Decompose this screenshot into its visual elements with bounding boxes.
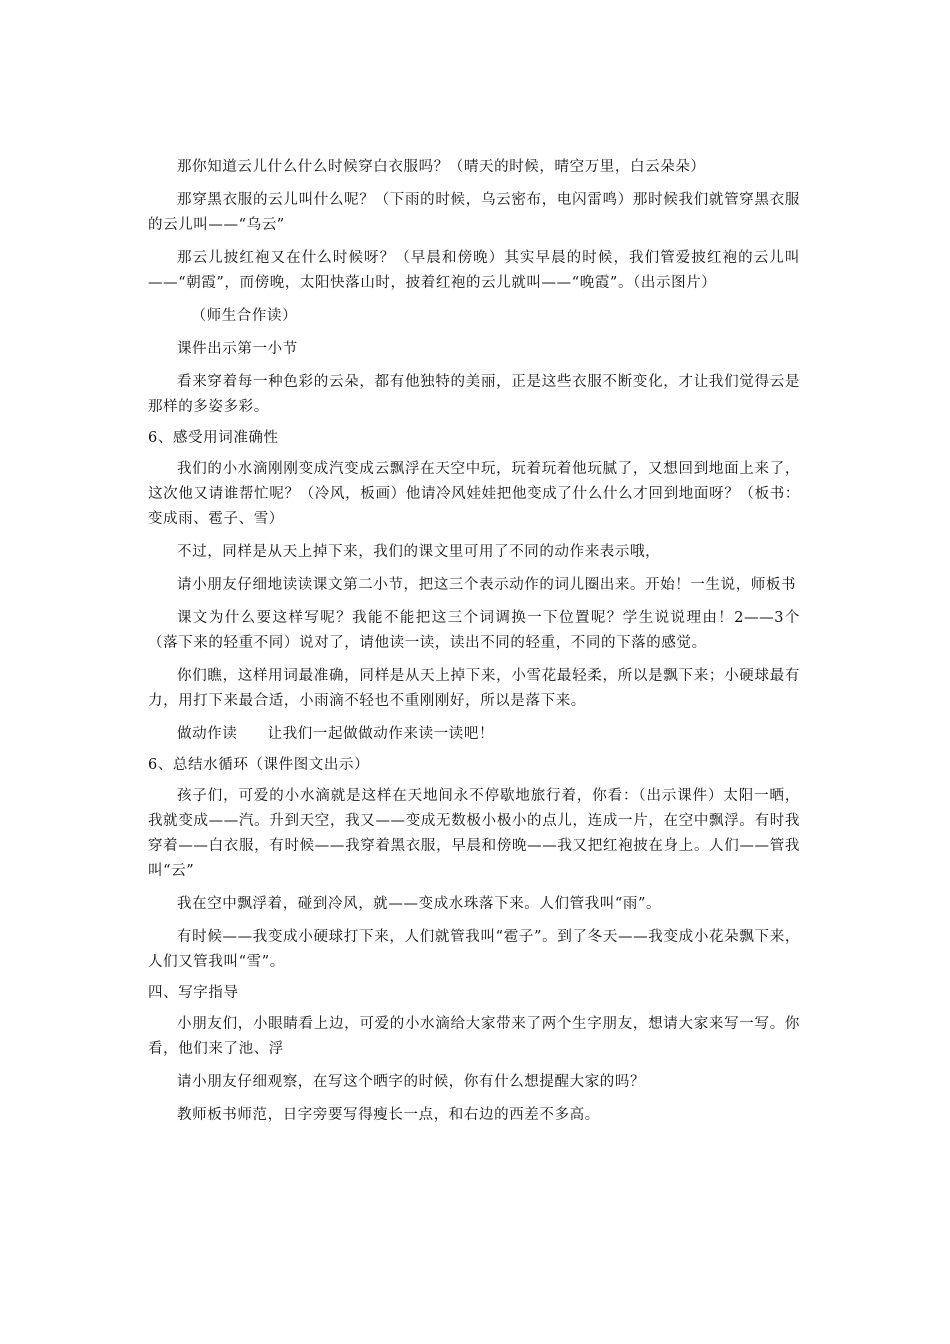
paragraph: 我在空中飘浮着，碰到冷风，就——变成水珠落下来。人们管我叫“雨”。 xyxy=(177,896,662,912)
paragraph: 那你知道云儿什么什么时候穿白衣服吗？（晴天的时候，晴空万里，白云朵朵） xyxy=(177,159,706,175)
paragraph: 我们的小水滴刚刚变成汽变成云飘浮在天空中玩，玩着玩着他玩腻了，又想回到地面上来了，这次他又请谁帮忙呢？（冷风，板画）他请冷风娃娃把他变成了什么什么才回到地面呀？（板书：变成雨、雹子、雪） xyxy=(148,461,800,527)
paragraph: 请小朋友仔细观察，在写这个晒字的时候，你有什么想提醒大家的吗？ xyxy=(177,1074,646,1090)
section-heading: 四、写字指导 xyxy=(148,985,239,1001)
paragraph: 你们瞧，这样用词最准确，同样是从天上掉下来，小雪花最轻柔，所以是飘下来；小硬球最有力，用打下来最合适，小雨滴不轻也不重刚刚好，所以是落下来。 xyxy=(148,668,800,709)
paragraph: 教师板书师范，日字旁要写得瘦长一点，和右边的西差不多高。 xyxy=(177,1107,600,1123)
paragraph: 课文为什么要这样写呢？我能不能把这三个词调换一下位置呢？学生说说理由！2——3个（落下来的轻重不同）说对了，请他读一读，读出不同的轻重，不同的下落的感觉。 xyxy=(148,610,800,651)
section-heading: 6、总结水循环（课件图文出示） xyxy=(148,757,370,773)
paragraph: 看来穿着每一种色彩的云朵，都有他独特的美丽，正是这些衣服不断变化，才让我们觉得云是那样的多姿多彩。 xyxy=(148,374,800,415)
paragraph: 做动作读 让我们一起做做动作来读一读吧！ xyxy=(177,726,495,742)
document-body xyxy=(148,155,800,1136)
paragraph: 孩子们，可爱的小水滴就是这样在天地间永不停歇地旅行着，你看：（出示课件）太阳一晒，我就变成——汽。升到天空，我又——变成无数极小极小的点儿，连成一片，在空中飘浮。有时我穿着——白衣服，有时候——我穿着黑衣服，早晨和傍晚——我又把红袍披在身上。人们——管我叫“云” xyxy=(148,788,800,879)
section-heading: 6、感受用词准确性 xyxy=(148,430,279,446)
paragraph: 请小朋友仔细地读读课文第二小节，把这三个表示动作的词儿圈出来。开始！一生说，师板书 xyxy=(177,577,797,593)
paragraph: 课件出示第一小节 xyxy=(177,341,298,357)
paragraph: （师生合作读） xyxy=(191,308,298,324)
paragraph: 不过，同样是从天上掉下来，我们的课文里可用了不同的动作来表示哦， xyxy=(177,544,661,560)
paragraph: 那穿黑衣服的云儿叫什么呢？（下雨的时候，乌云密布，电闪雷鸣）那时候我们就管穿黑衣服的云儿叫——“乌云” xyxy=(148,192,800,233)
paragraph: 有时候——我变成小硬球打下来，人们就管我叫“雹子”。到了冬天——我变成小花朵飘下来，人们又管我叫“雪”。 xyxy=(148,929,800,970)
paragraph: 小朋友们，小眼睛看上边，可爱的小水滴给大家带来了两个生字朋友，想请大家来写一写。你看，他们来了池、浮 xyxy=(148,1016,800,1057)
paragraph: 那云儿披红袍又在什么时候呀？（早晨和傍晚）其实早晨的时候，我们管爱披红袍的云儿叫——“朝霞”，而傍晚，太阳快落山时，披着红袍的云儿就叫——“晚霞”。（出示图片） xyxy=(148,250,800,291)
